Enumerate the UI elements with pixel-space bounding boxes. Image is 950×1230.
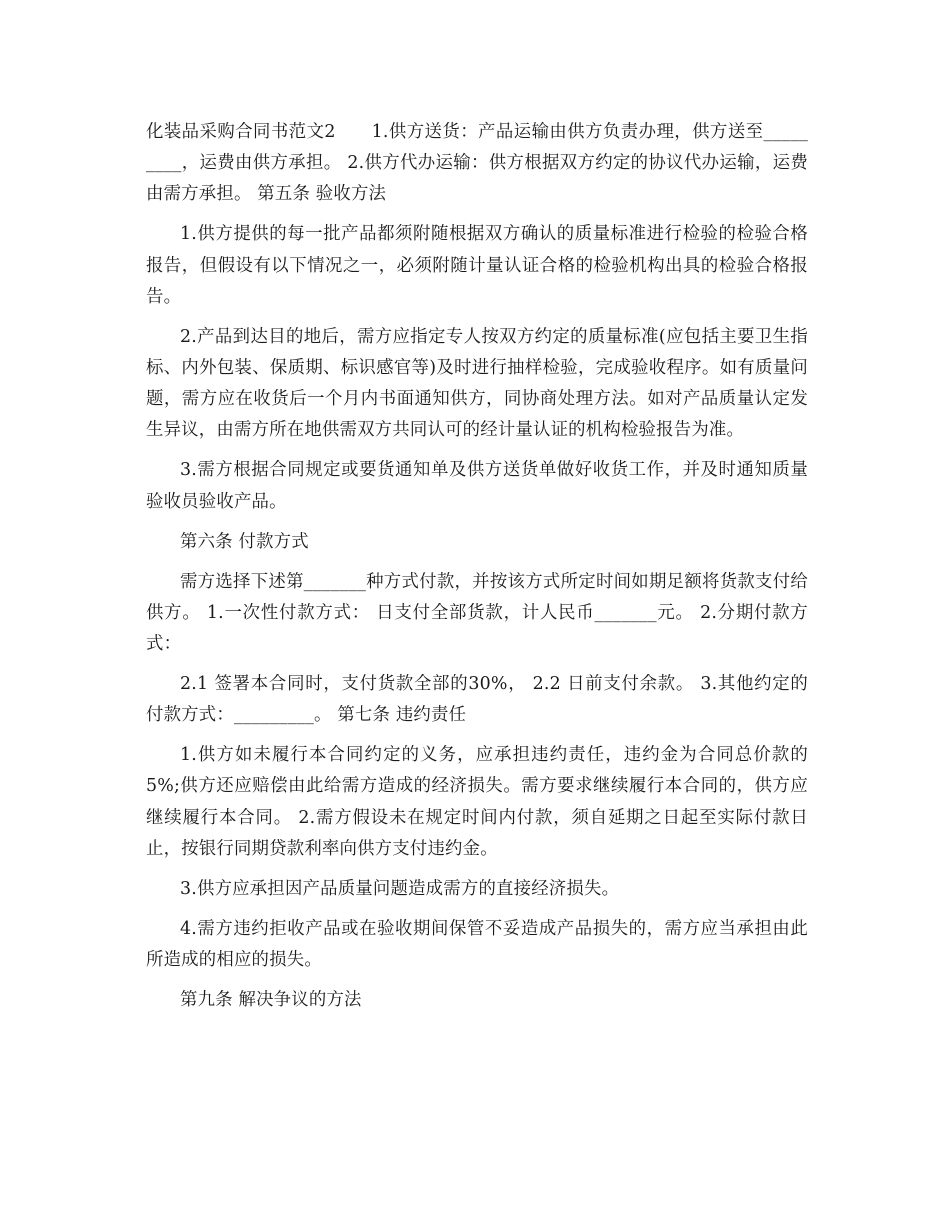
paragraph-liability-1: 1.供方如未履行本合同约定的义务，应承担违约责任，违约金为合同总价款的5%;供方还应赔偿由此给需方造成的经济损失。需方要求继续履行本合同的，供方应继续履行本合同。 2.需方假设未在规定时间内付款，须自延期之日起至实际付款日止，按银行同期贷款利率向供方支付违约金。: [146, 745, 808, 859]
document-body: [146, 117, 808, 1025]
paragraph-installment: 2.1 签署本合同时，支付货款全部的30%， 2.2 日前支付余款。 3.其他约定的付款方式：_________。 第七条 违约责任: [146, 674, 808, 726]
section-heading-dispute: 第九条 解决争议的方法: [180, 990, 362, 1011]
paragraph-intro-delivery: 化装品采购合同书范文2 1.供方送货：产品运输由供方负责办理，供方送至_________，运费由供方承担。 2.供方代办运输：供方根据双方约定的协议代办运输，运费由需方承担。 第五条 验收方法: [146, 122, 808, 205]
paragraph-payment-methods: 需方选择下述第_______种方式付款，并按该方式所定时间如期足额将货款支付给供方。 1.一次性付款方式： 日支付全部货款，计人民币_______元。 2.分期付款方式：: [146, 571, 808, 655]
paragraph-inspection-2: 2.产品到达目的地后，需方应指定专人按双方约定的质量标准(应包括主要卫生指标、内外包装、保质期、标识感官等)及时进行抽样检验，完成验收程序。如有质量问题，需方应在收货后一个月内书面通知供方，同协商处理方法。如对产品质量认定发生异议，由需方所在地供需双方共同认可的经计量认证的机构检验报告为准。: [146, 326, 808, 441]
paragraph-liability-3: 3.供方应承担因产品质量问题造成需方的直接经济损失。: [180, 878, 620, 899]
paragraph-liability-4: 4.需方违约拒收产品或在验收期间保管不妥造成产品损失的，需方应当承担由此所造成的相应的损失。: [146, 918, 808, 971]
paragraph-inspection-3: 3.需方根据合同规定或要货通知单及供方送货单做好收货工作，并及时通知质量验收员验收产品。: [146, 460, 808, 512]
section-heading-payment: 第六条 付款方式: [180, 531, 309, 552]
paragraph-inspection-1: 1.供方提供的每一批产品都须附随根据双方确认的质量标准进行检验的检验合格报告，但假设有以下情况之一，必须附随计量认证合格的检验机构出具的检验合格报告。: [146, 224, 808, 307]
